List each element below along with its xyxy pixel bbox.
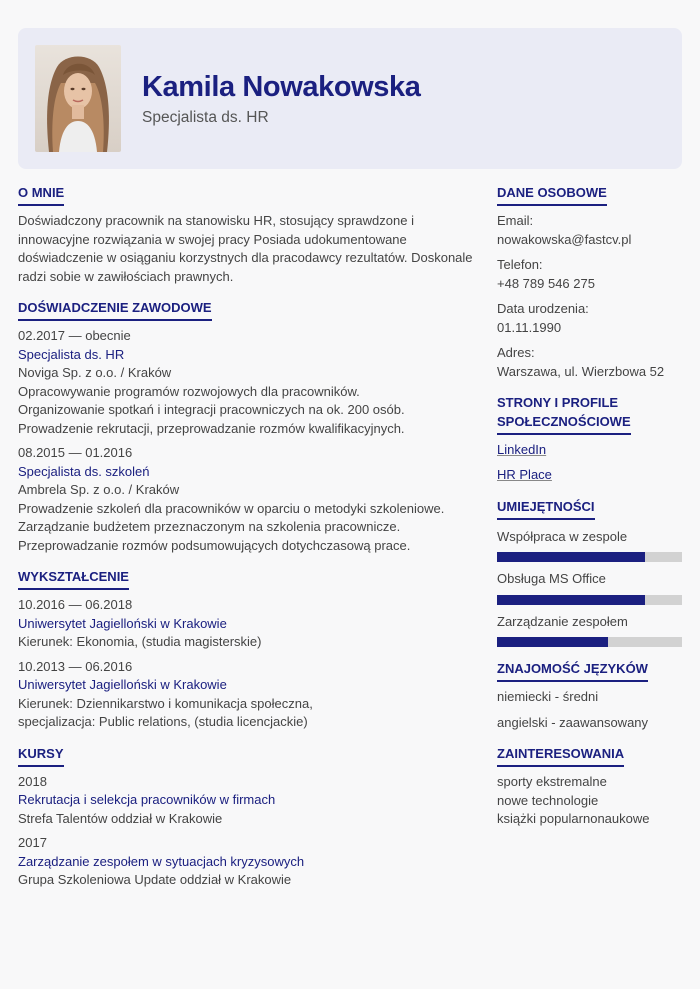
course-name: Rekrutacja i selekcja pracowników w firmach — [18, 792, 276, 807]
languages-section — [497, 660, 682, 732]
experience-entry — [18, 327, 473, 438]
interest-item: nowe technologie — [497, 792, 599, 808]
skill-bar-fill — [497, 595, 645, 605]
social-title-line2: SPOŁECZNOŚCIOWE — [497, 413, 631, 435]
experience-title: DOŚWIADCZENIE ZAWODOWE — [18, 299, 212, 321]
info-value: 01.11.1990 — [497, 319, 562, 335]
about-title: O MNIE — [18, 184, 64, 206]
skill-bar — [497, 637, 682, 647]
language-item: niemiecki - średni — [497, 689, 599, 704]
personal-title: DANE OSOBOWE — [497, 184, 607, 206]
left-column — [18, 184, 473, 903]
info-label: Email: — [497, 213, 534, 228]
cv-header — [18, 28, 682, 169]
education-entry — [18, 658, 473, 732]
languages-title: ZNAJOMOŚĆ JĘZYKÓW — [497, 660, 648, 682]
skill-bar — [497, 595, 682, 605]
experience-duty: Prowadzenie rekrutacji, przeprowadzanie rozmów kwalifikacyjnych. — [18, 420, 405, 436]
skills-title: UMIEJĘTNOŚCI — [497, 498, 595, 520]
interests-section — [497, 745, 682, 829]
info-address — [497, 344, 682, 381]
education-entry — [18, 596, 473, 652]
experience-entry — [18, 444, 473, 555]
skill-bar-fill — [497, 637, 608, 647]
info-email — [497, 212, 682, 249]
skill-bar — [497, 552, 682, 562]
experience-company: Noviga Sp. z o.o. / Kraków — [18, 365, 172, 380]
skill-label: Zarządzanie zespołem — [497, 613, 628, 629]
interest-item: sporty ekstremalne — [497, 774, 607, 789]
education-dates: 10.2016 — 06.2018 — [18, 597, 133, 612]
experience-duty: Prowadzenie szkoleń dla pracowników w oparciu o metodyki szkoleniowe. — [18, 500, 445, 516]
course-organizer: Grupa Szkoleniowa Update oddział w Krakowie — [18, 872, 292, 887]
experience-position: Specjalista ds. szkoleń — [18, 463, 150, 479]
course-name: Zarządzanie zespołem w sytuacjach kryzysowych — [18, 853, 305, 869]
about-text: Doświadczony pracownik na stanowisku HR, stosujący sprawdzone i innowacyjne rozwiązania w swojej pracy Posiada udokumentowane doświadczenie w osiąganiu korzystnych dla pracodawcy rezultatów. Doskonale radzi sobie w zawiłościach prawnych. — [18, 213, 473, 284]
info-value: nowakowska@fastcv.pl — [497, 231, 632, 247]
about-section — [18, 184, 473, 286]
social-section — [497, 394, 682, 485]
hrplace-link[interactable]: HR Place — [497, 467, 552, 482]
courses-title: KURSY — [18, 745, 64, 767]
experience-dates: 08.2015 — 01.2016 — [18, 445, 133, 460]
info-label: Adres: — [497, 345, 535, 360]
experience-duty: Organizowanie spotkań i integracji pracowniczych na ok. 200 osób. — [18, 402, 405, 417]
experience-duty: Opracowywanie programów rozwojowych dla pracowników. — [18, 383, 360, 399]
info-value: +48 789 546 275 — [497, 275, 595, 291]
experience-duty: Zarządzanie budżetem przeznaczonym na szkolenia pracownicze. — [18, 519, 401, 534]
experience-company: Ambrela Sp. z o.o. / Kraków — [18, 482, 180, 497]
right-column — [497, 184, 682, 842]
language-item: angielski - zaawansowany — [497, 714, 649, 730]
interests-title: ZAINTERESOWANIA — [497, 745, 624, 767]
job-title: Specjalista ds. HR — [142, 109, 269, 126]
education-section — [18, 568, 473, 732]
full-name: Kamila Nowakowska — [142, 71, 421, 103]
skill-bar-fill — [497, 552, 645, 562]
course-entry — [18, 834, 473, 890]
info-birthdate — [497, 300, 682, 337]
info-label: Data urodzenia: — [497, 301, 589, 316]
course-year: 2018 — [18, 773, 47, 789]
experience-position: Specjalista ds. HR — [18, 346, 125, 362]
education-dates: 10.2013 — 06.2016 — [18, 658, 133, 674]
experience-dates: 02.2017 — obecnie — [18, 328, 131, 343]
courses-section — [18, 745, 473, 890]
experience-duty: Przeprowadzanie rozmów podsumowujących dotychczasową prace. — [18, 537, 411, 553]
education-detail: Kierunek: Ekonomia, (studia magisterskie) — [18, 634, 262, 649]
social-title-line1: STRONY I PROFILE — [497, 395, 619, 410]
course-organizer: Strefa Talentów oddział w Krakowie — [18, 810, 223, 826]
info-value: Warszawa, ul. Wierzbowa 52 — [497, 363, 665, 379]
skills-section — [497, 498, 682, 648]
interest-item: książki popularnonaukowe — [497, 811, 650, 826]
course-year: 2017 — [18, 835, 47, 850]
experience-section — [18, 299, 473, 555]
profile-photo — [35, 45, 121, 152]
education-school: Uniwersytet Jagielloński w Krakowie — [18, 677, 227, 692]
personal-section — [497, 184, 682, 381]
info-label: Telefon: — [497, 257, 543, 272]
info-phone — [497, 256, 682, 293]
skill-label: Współpraca w zespole — [497, 528, 628, 544]
education-detail: specjalizacja: Public relations, (studia licencjackie) — [18, 714, 308, 729]
education-school: Uniwersytet Jagielloński w Krakowie — [18, 615, 227, 631]
course-entry — [18, 773, 473, 829]
skill-label: Obsługa MS Office — [497, 571, 606, 586]
linkedin-link[interactable]: LinkedIn — [497, 441, 547, 457]
education-detail: Kierunek: Dziennikarstwo i komunikacja społeczna, — [18, 695, 313, 711]
education-title: WYKSZTAŁCENIE — [18, 568, 129, 590]
